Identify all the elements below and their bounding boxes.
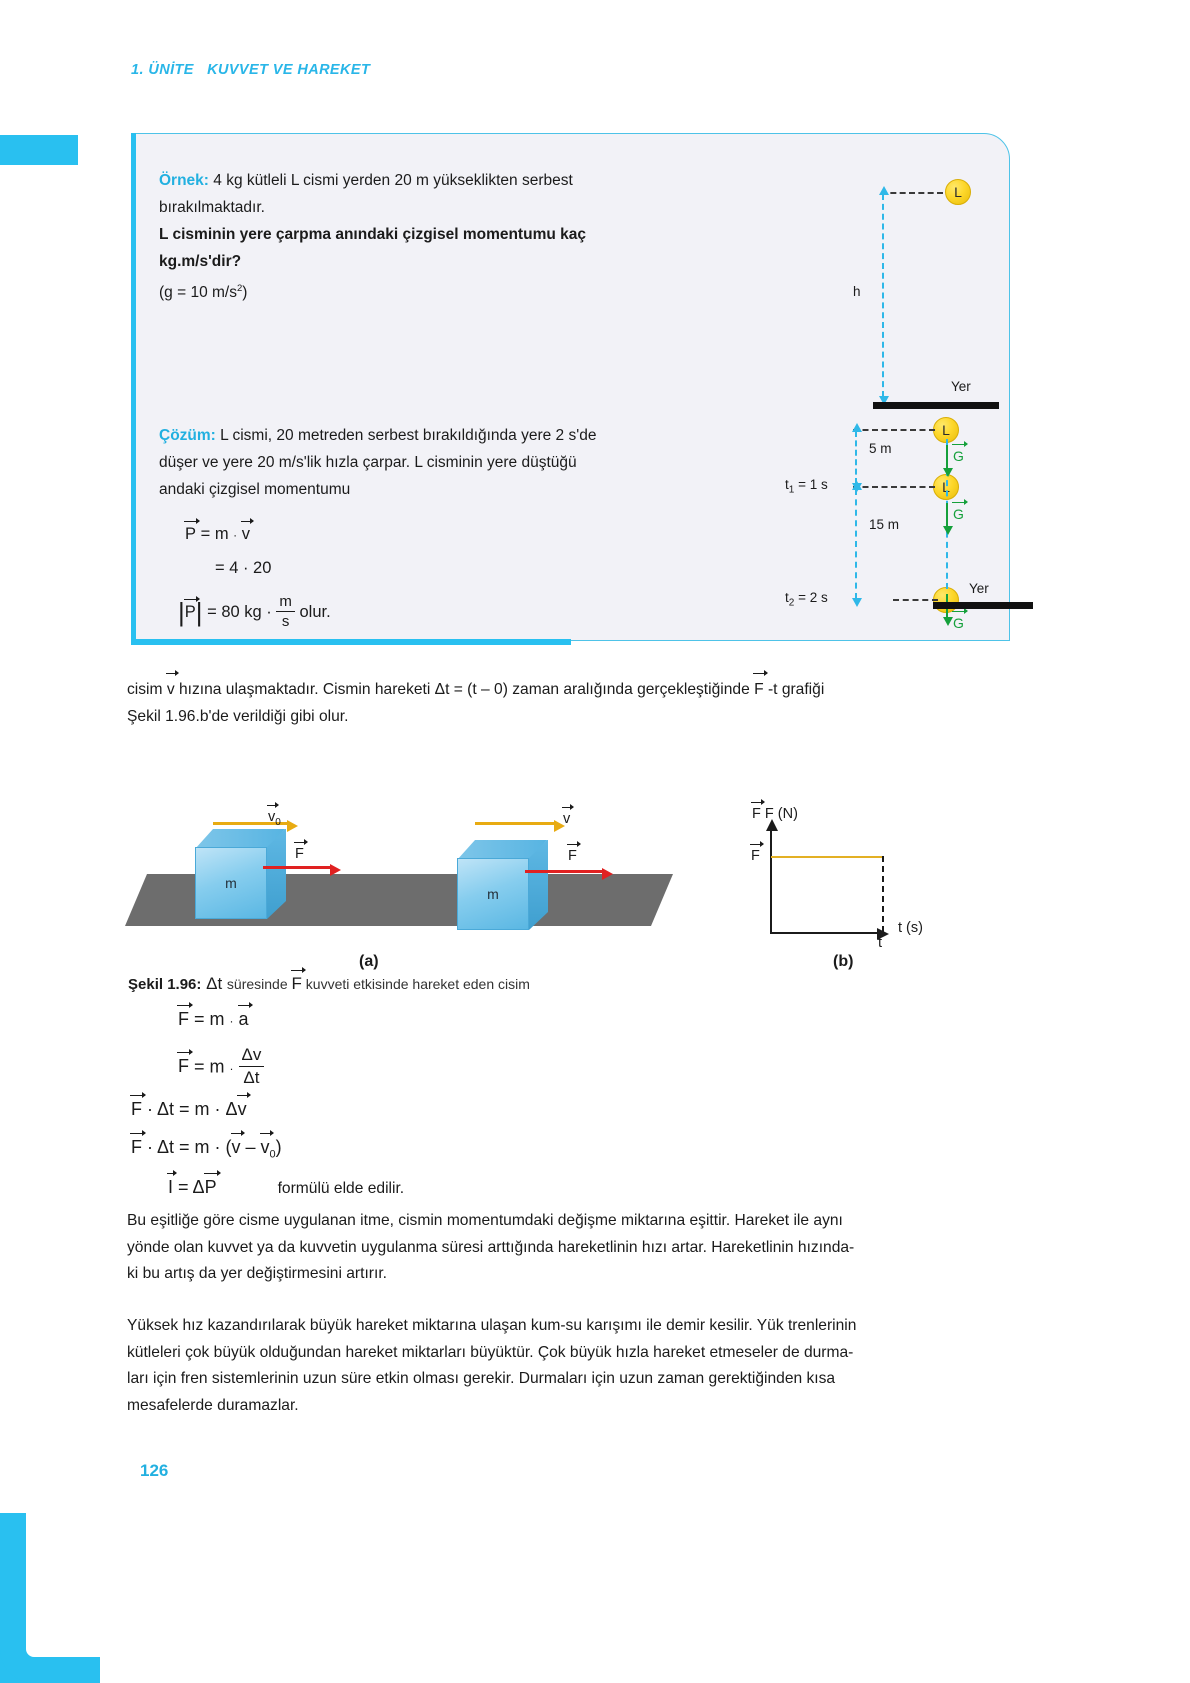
p1-line3: ki bu artış da yer değiştirmesini artırır. <box>127 1265 387 1282</box>
y-axis-unit: F (N) <box>764 806 798 822</box>
drop-diagram-top <box>833 154 1008 414</box>
formula1-dot: · <box>233 528 238 542</box>
body-paragraph-1 <box>127 1208 1015 1288</box>
t1-suffix: = 1 s <box>794 477 828 492</box>
vector-F-caption: F <box>291 974 302 993</box>
block-1-mass-label: m <box>225 875 237 891</box>
p1-line1: Bu eşitliğe göre cisme uygulanan itme, cismin momentumdaki değişme miktarına eşittir. Hareket ile aynı <box>127 1212 843 1229</box>
vector-G-2: G <box>953 506 964 522</box>
vector-G-3: G <box>953 615 964 631</box>
force-arrow-1 <box>263 866 331 869</box>
caption-b: (b) <box>833 953 854 970</box>
intro-paragraph <box>127 676 1015 730</box>
fraction-dv-over-dt <box>239 1045 265 1088</box>
x-tick-t: t <box>878 935 883 951</box>
ornek-g-sup: 2 <box>236 283 243 294</box>
ornek-label: Örnek: <box>159 172 209 189</box>
f2-eq: = m <box>189 1056 230 1077</box>
F-label-1 <box>295 845 304 862</box>
force-time-graph <box>740 800 1000 970</box>
figure-1-96 <box>125 800 1015 970</box>
measure-5m <box>855 431 857 484</box>
intro-line2: Şekil 1.96.b'de verildiği gibi olur. <box>127 707 349 725</box>
solution-formula-1 <box>185 524 250 544</box>
vector-v-d3: v <box>237 1099 247 1119</box>
example-solution-text <box>159 422 759 503</box>
vector-F-d1: F <box>178 1009 189 1029</box>
t2-label <box>785 590 828 609</box>
f5-trailing-text: formülü elde edilir. <box>277 1180 405 1197</box>
page-corner-decoration <box>0 1513 100 1683</box>
dashed-level-t2 <box>893 599 938 601</box>
vector-P-d5: P <box>204 1177 217 1197</box>
f2-denominator: Δt <box>243 1068 260 1087</box>
cozum-line3: andaki çizgisel momentumu <box>159 481 351 498</box>
F-label-2 <box>568 847 577 864</box>
ornek-line2: bırakılmaktadır. <box>159 199 265 216</box>
derivation-formula-5 <box>168 1176 404 1198</box>
ground-bar-top <box>873 402 999 409</box>
fraction-denominator: s <box>281 613 290 630</box>
G-label-1 <box>953 447 964 464</box>
dashed-level-t1 <box>853 486 935 488</box>
weight-arrow-2 <box>946 503 948 527</box>
vector-v0: v <box>268 809 276 825</box>
formula3-mid: = 80 kg · <box>202 602 272 621</box>
f4-minus: – <box>240 1137 261 1157</box>
t1-prefix: t <box>785 477 789 492</box>
label-5m: 5 m <box>869 441 892 456</box>
ornek-g-prefix: (g = 10 m/s <box>159 284 237 302</box>
body-paragraph-2 <box>127 1313 1015 1419</box>
drop-diagram-bottom <box>743 409 1013 634</box>
dashed-line-top <box>881 192 943 194</box>
f4-mid: · Δt = m · ( <box>142 1137 232 1157</box>
vector-G-1: G <box>953 448 964 464</box>
intro-line1a: cisim <box>127 681 167 698</box>
p2-line2: kütleleri çok büyük olduğundan hareket miktarları büyüktür. Çok büyük hızla hareket etmeseler de durma- <box>127 1343 854 1361</box>
t1-label <box>785 477 828 496</box>
f1-dot: · <box>229 1014 234 1028</box>
dashed-level-start <box>853 429 935 431</box>
graph-y-axis <box>770 830 772 932</box>
vector-a-d1: a <box>238 1009 249 1029</box>
intro-line1b: hızına ulaşmaktadır. Cismin hareketi Δt = (t – 0) zaman aralığında gerçekleştiğinde <box>174 681 755 698</box>
f2-numerator <box>239 1045 265 1067</box>
example-box-bottom-accent <box>131 639 571 645</box>
f2-dot: · <box>229 1061 234 1076</box>
label-15m: 15 m <box>869 517 900 532</box>
running-head: 1. ÜNİTE KUVVET VE HAREKET <box>131 62 371 78</box>
vector-F-axis: F <box>752 806 761 822</box>
page-number: 126 <box>140 1461 169 1480</box>
measure-15m <box>855 489 857 599</box>
f1-mid: = m <box>189 1009 230 1029</box>
vector-v0-d4: v <box>260 1137 270 1157</box>
graph-plot-line <box>771 856 883 858</box>
ornek-g-suffix: ) <box>242 284 248 302</box>
t2-sub: 2 <box>788 597 795 609</box>
block-2 <box>457 840 549 932</box>
derivation-formula-4 <box>131 1136 282 1161</box>
ornek-line1: 4 kg kütleli L cismi yerden 20 m yükseklikten serbest <box>208 172 573 189</box>
t2-prefix: t <box>785 590 789 605</box>
caption-a: (a) <box>359 953 379 970</box>
yer-label-top: Yer <box>951 379 971 394</box>
vector-F-d4: F <box>131 1137 142 1157</box>
t2-suffix: = 2 s <box>794 590 828 605</box>
p1-line2: yönde olan kuvvet ya da kuvvetin uygulanma süresi arttığında hareketlinin hızı artar. Hareketlinin hızında- <box>127 1238 855 1256</box>
example-box <box>132 133 1010 641</box>
block-2-mass-label: m <box>487 886 499 902</box>
caption-end-text: kuvveti etkisinde hareket eden cisim <box>301 976 530 992</box>
y-tick-F <box>751 847 760 864</box>
p2-line1: Yüksek hız kazandırılarak büyük hareket miktarına ulaşan kum-su karışımı ile demir kesilir. Yük trenlerinin <box>127 1317 857 1334</box>
caption-mid-text: süresinde <box>226 976 292 992</box>
vector-v-intro: v <box>167 676 175 704</box>
cozum-label: Çözüm: <box>159 427 216 444</box>
vector-F-2: F <box>568 848 577 864</box>
fraction-m-over-s <box>276 593 295 630</box>
v0-subscript: 0 <box>275 816 281 828</box>
ball-L-top: L <box>945 179 971 205</box>
graph-drop-line <box>882 856 884 932</box>
cozum-line2: düşer ve yere 20 m/s'lik hızla çarpar. L cisminin yere düştüğü <box>159 454 577 471</box>
p2-line3: ları için fren sistemlerinin uzun süre etkin olması gerekir. Durmaları için uzun zaman gerektiğinden kısa <box>127 1370 836 1387</box>
force-arrow-2 <box>525 870 603 873</box>
ornek-bold2: kg.m/s'dir? <box>159 253 242 270</box>
graph-x-axis <box>770 932 878 934</box>
vector-v: v <box>241 525 250 543</box>
v-label <box>563 810 570 827</box>
caption-figure-number: Şekil 1.96: <box>128 976 202 993</box>
t1-sub: 1 <box>788 484 795 496</box>
abs-bar-left: | <box>178 596 185 627</box>
derivation-formula-1 <box>178 1008 249 1030</box>
x-axis-label: t (s) <box>898 920 923 936</box>
v0-label <box>268 808 281 828</box>
page-corner-tab <box>0 135 78 165</box>
vector-P: P <box>185 525 197 543</box>
ball-L-mid: L <box>933 474 959 500</box>
vector-F-1: F <box>295 846 304 862</box>
formula2-text: = 4 · 20 <box>215 559 272 577</box>
caption-delta-t: Δt <box>201 974 227 993</box>
vector-I-d5: I <box>168 1177 174 1197</box>
example-question-text <box>159 167 739 306</box>
figure-caption <box>128 973 530 994</box>
height-measure-line <box>882 194 884 397</box>
vector-F-tick: F <box>751 848 760 864</box>
weight-arrow-1 <box>946 445 948 469</box>
cozum-line1: L cismi, 20 metreden serbest bırakıldığında yere 2 s'de <box>215 427 597 444</box>
example-box-left-accent <box>131 133 136 641</box>
velocity-arrow-2 <box>475 822 555 825</box>
block-1 <box>195 829 287 921</box>
h-label: h <box>853 284 861 299</box>
formula3-tail: olur. <box>299 602 331 621</box>
f2-num-text: Δv <box>241 1045 262 1064</box>
vector-F-intro: F <box>754 676 764 704</box>
vector-F-d2: F <box>178 1056 189 1077</box>
f3-mid: · Δt = m · Δ <box>142 1099 238 1119</box>
ground-bar-bottom <box>933 602 1033 609</box>
G-label-2 <box>953 505 964 522</box>
p2-line4: mesafelerde duramazlar. <box>127 1396 299 1414</box>
G-label-3 <box>953 614 964 631</box>
solution-formula-3 <box>178 594 331 631</box>
formula1-eq: = m <box>196 525 234 543</box>
f5-mid: = Δ <box>173 1177 205 1197</box>
vector-F-d3: F <box>131 1099 142 1119</box>
vector-v-d4: v <box>231 1137 241 1157</box>
derivation-formula-3 <box>131 1098 247 1120</box>
solution-formula-2 <box>215 559 271 578</box>
f4-close: ) <box>275 1137 282 1157</box>
ball-L-start: L <box>933 417 959 443</box>
f4-v0-sub: 0 <box>269 1148 276 1161</box>
vector-v-fig: v <box>563 811 571 827</box>
derivation-formula-2 <box>178 1046 264 1089</box>
fraction-numerator: m <box>276 593 295 612</box>
abs-bar-right: | <box>195 596 203 627</box>
vector-P-abs: P <box>184 602 196 621</box>
ornek-bold1: L cisminin yere çarpma anındaki çizgisel momentumu kaç <box>159 226 586 243</box>
yer-label-bottom: Yer <box>969 581 989 596</box>
intro-line1c: -t grafiği <box>763 681 825 698</box>
